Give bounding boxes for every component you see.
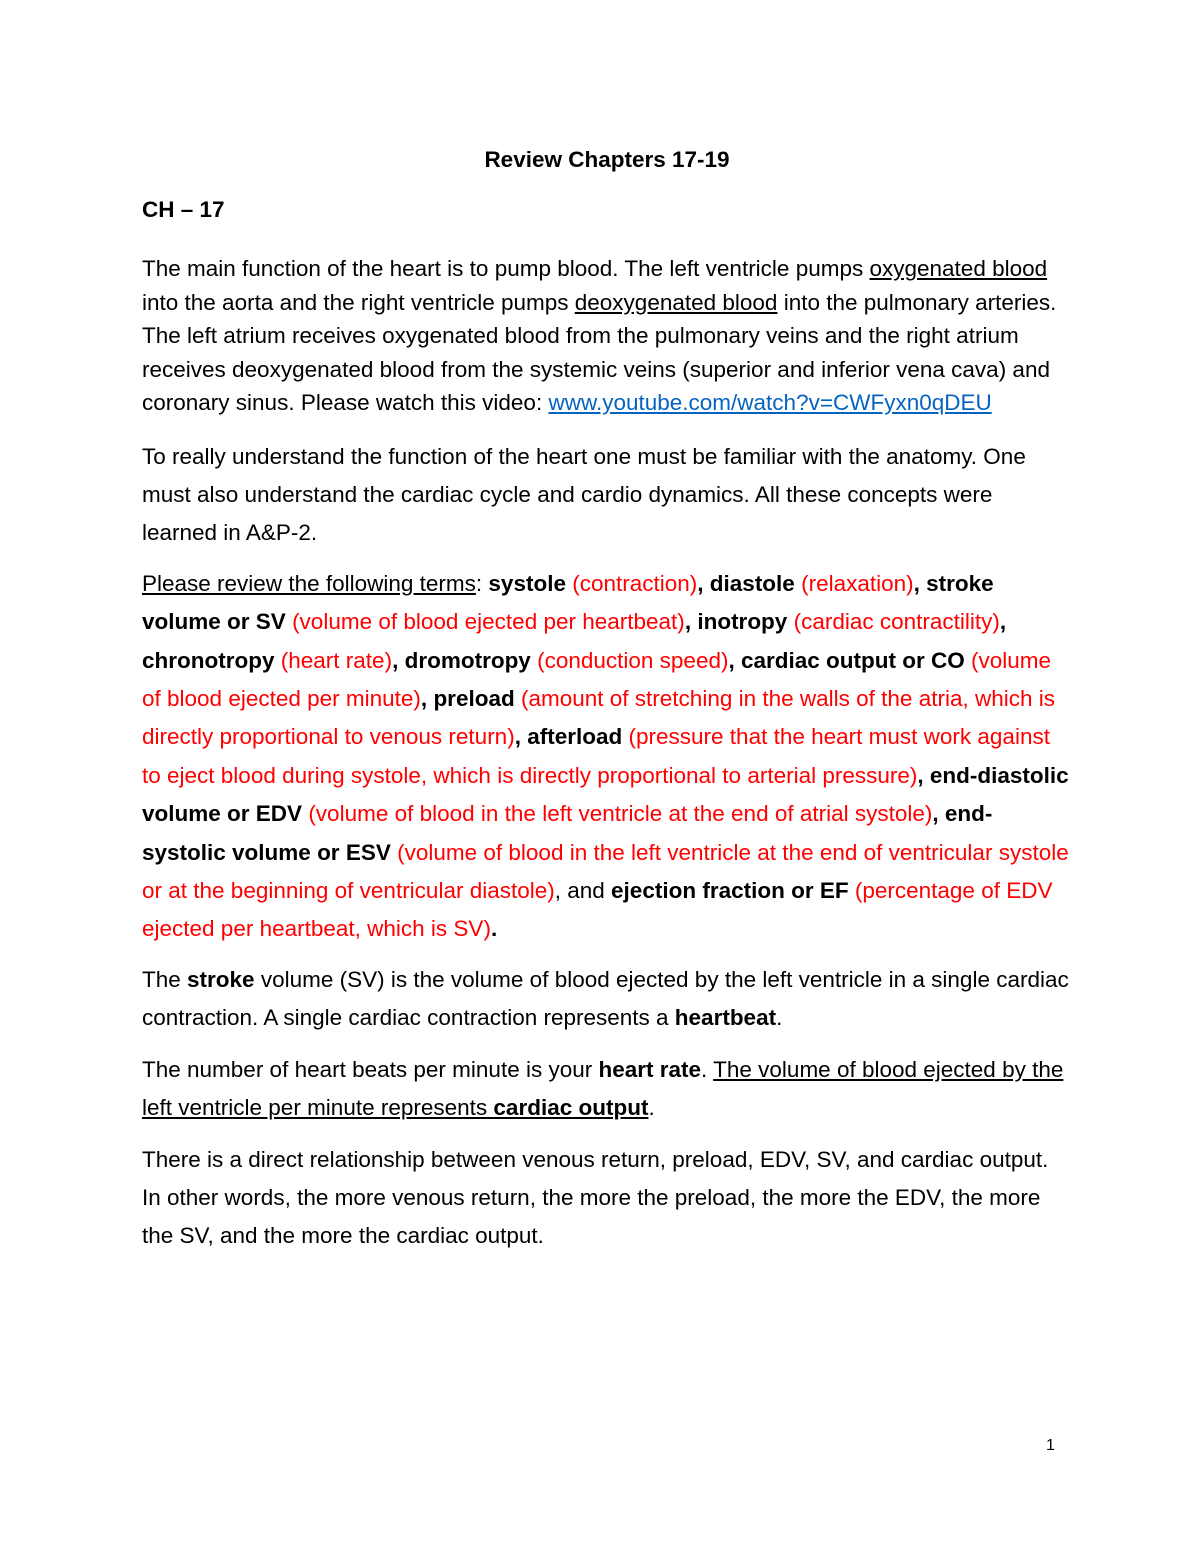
text-run: The main function of the heart is to pump blood. The left ventricle pumps <box>142 256 870 281</box>
bold-cardiac-output: cardiac output <box>493 1094 649 1120</box>
text-run: The <box>142 966 188 992</box>
document-body <box>142 140 1072 1269</box>
video-link[interactable]: www.youtube.com/watch?v=CWFyxn0qDEU <box>548 390 992 415</box>
term-chronotropy: chronotropy <box>142 647 275 673</box>
term-afterload: afterload <box>527 724 623 750</box>
bold-heart-rate: heart rate <box>598 1056 702 1082</box>
paragraph-anatomy: To really understand the function of the heart one must be familiar with the anatomy. One must also understand the cardiac cycle and cardio dynamics. All these concepts were learned in A&P-2. <box>142 443 1026 546</box>
definition-dromotropy: (conduction speed) <box>537 647 729 673</box>
term-separator: , <box>420 685 434 711</box>
paragraph-direct-relationship: There is a direct relationship between venous return, preload, EDV, SV, and cardiac output. In other words, the more venous return, the more the preload, the more the EDV, the more the SV, and the more the cardiac output. <box>142 1146 1049 1248</box>
text-run: . <box>648 1094 655 1120</box>
term-systole: systole <box>488 570 566 596</box>
definition-preload: (amount of stretching in the walls of the atria, which is directly proportional to venous return) <box>142 685 1055 750</box>
paragraph-review-terms <box>142 565 1072 949</box>
page-number: 1 <box>1046 1437 1055 1454</box>
text-run: into the pulmonary arteries. The left atrium receives oxygenated blood from the pulmonary veins and the right atrium receives deoxygenated blood from the systemic veins (superior and inferior vena cava) and coronary sinus. Please watch this video: <box>142 289 1057 415</box>
term-separator: . <box>490 916 498 942</box>
term-separator: , <box>514 724 528 750</box>
term-separator: , <box>999 609 1007 635</box>
definition-esv: (volume of blood in the left ventricle at the end of ventricular systole or at the beginning of ventricular diastole) <box>142 839 1069 903</box>
text-run: The number of heart beats per minute is your <box>142 1056 599 1082</box>
text-run: . <box>701 1056 714 1082</box>
text-run: into the aorta and the right ventricle pumps <box>142 289 575 315</box>
term-diastole: diastole <box>709 570 795 596</box>
definition-chronotropy: (heart rate) <box>280 647 393 673</box>
term-separator: , <box>932 801 945 827</box>
term-ejection-fraction: ejection fraction or EF <box>611 877 849 903</box>
underlined-term-oxygenated-blood: oxygenated blood <box>869 256 1048 281</box>
definition-stroke-volume: (volume of blood ejected per heartbeat) <box>292 609 685 635</box>
paragraph-stroke-volume <box>142 961 1072 1037</box>
term-stroke-volume: stroke volume or SV <box>142 570 994 635</box>
definition-diastole: (relaxation) <box>801 570 914 596</box>
term-separator: , <box>697 570 710 596</box>
term-edv: end-diastolic volume or EDV <box>142 762 1069 827</box>
text-run: . <box>776 1004 783 1030</box>
document-title: Review Chapters 17-19 <box>484 147 730 172</box>
term-inotropy: inotropy <box>697 609 788 635</box>
term-separator: , <box>684 609 698 635</box>
term-separator: , <box>913 570 927 596</box>
paragraph-heart-rate <box>142 1051 1072 1127</box>
definition-ejection-fraction: (percentage of EDV ejected per heartbeat, which is SV) <box>142 877 1053 942</box>
term-separator: , <box>728 647 741 673</box>
term-dromotropy: dromotropy <box>404 647 531 673</box>
review-terms-intro: Please review the following terms <box>142 570 476 596</box>
term-separator: , and <box>554 877 612 903</box>
term-separator: , <box>917 762 930 788</box>
definition-cardiac-output: (volume of blood ejected per minute) <box>142 647 1052 711</box>
term-esv: end-systolic volume or ESV <box>142 801 993 865</box>
term-preload: preload <box>433 685 515 711</box>
term-separator: , <box>392 647 405 673</box>
chapter-heading: CH – 17 <box>142 197 225 222</box>
bold-heartbeat: heartbeat <box>674 1004 777 1030</box>
definition-inotropy: (cardiac contractility) <box>793 609 1000 635</box>
text-run: volume (SV) is the volume of blood ejected by the left ventricle in a single cardiac contraction. A single cardiac contraction represents a <box>142 966 1069 1030</box>
bold-stroke: stroke <box>187 966 255 992</box>
term-cardiac-output: cardiac output or CO <box>740 647 965 673</box>
definition-afterload: (pressure that the heart must work against to eject blood during systole, which is directly proportional to arterial pressure) <box>142 724 1050 788</box>
definition-edv: (volume of blood in the left ventricle at the end of atrial systole) <box>308 801 933 827</box>
definition-systole: (contraction) <box>572 570 698 596</box>
underlined-cardiac-output-definition: The volume of blood ejected by the left ventricle per minute represents <box>142 1056 1064 1120</box>
paragraph-heart-function <box>142 252 1072 420</box>
underlined-term-deoxygenated-blood: deoxygenated blood <box>574 289 778 315</box>
text-run: : <box>475 570 489 596</box>
